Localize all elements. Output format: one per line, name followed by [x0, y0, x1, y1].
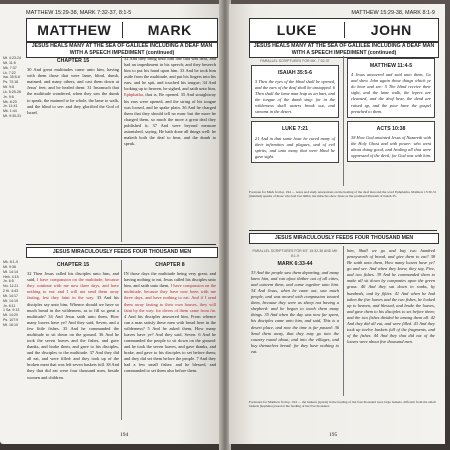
scripture-reference: MARK 6:33-44	[277, 260, 313, 267]
john-column-top	[347, 58, 435, 162]
column-headers-left	[26, 18, 218, 42]
parallel-scriptures-label: PARALLEL SCRIPTURES FOR MK. 7:32-37	[260, 59, 330, 63]
mark-8-feeding-b: 4 And his disciples answered him, From whence can a man satisfy these men with bread here in the wilderness? 5 And he asked them, How many loaves have ye? And they said, Seven. 6 And he commanded the people to sit down on the ground: and he took the seven loaves, and gave thanks, and brake, and gave to his disciples to set before them; and they did set them before the people. 7 And they had a few small fishes: and he blessed, and commanded to set them also before them.	[124, 313, 216, 374]
matthew-15-verses: 30 And great multitudes came unto him, having with them those that were lame, blind, dumb, maimed, and many others, and cast them down at Jesus' feet; and he healed them: 31 Insomuch that the multitude wondered, when they saw the dumb to speak, the maimed to be whole, the lame to walk, and the blind to see: and they glorified the God of Israel.	[27, 67, 119, 115]
luke-column-bottom	[251, 248, 339, 355]
words-of-jesus: I have compassion on the multitude, because they have now been with me three days, and have nothing to eat: And if I send them away fasting to their own houses, they will faint by the way: for divers of them came from far.	[124, 283, 216, 313]
section-title-feeding: JESUS MIRACULOUSLY FEEDS FOUR THOUSAND MEN	[26, 247, 218, 258]
section-divider	[26, 244, 216, 245]
section-title-healing: JESUS HEALS MANY AT THE SEA OF GALILEE INCLUDING A DEAF MAN WITH A SPEECH IMPEDIMENT (continued)	[26, 42, 218, 58]
scripture-reference: MATTHEW 11:4-5	[369, 63, 413, 69]
page-number-left: 194	[120, 432, 129, 438]
luke-box	[251, 121, 339, 162]
column-divider-bottom	[121, 260, 122, 420]
mark-column-top	[124, 56, 216, 147]
isaiah-box	[251, 65, 339, 119]
section-title-healing: JESUS HEALS MANY AT THE SEA OF GALILEE INCLUDING A DEAF MAN WITH A SPEECH IMPEDIMENT (continued)	[249, 42, 439, 58]
column-header-matthew: MATTHEW	[37, 22, 112, 38]
column-header-luke: LUKE	[276, 22, 317, 38]
acts-text: 38 How God anointed Jesus of Nazareth with the Holy Ghost and with power: who went about doing good, and healing all that were oppressed of the devil; for God was with him.	[351, 134, 431, 159]
mark-column-bottom	[124, 260, 216, 375]
chapter-heading: CHAPTER 8	[155, 262, 185, 268]
mark-7-verses-a: 32 And they bring unto him one that was deaf, and had an impediment in his speech; and they beseech him to put his hand upon him. 33 And he took him aside from the multitude, and put his fingers into his ears, and he spit, and touched his tongue; 34 And looking up to heaven, he sighed, and saith unto him,	[124, 56, 216, 92]
matthew-15-feeding-b: 33 And his disciples say unto him, Whence should we have so much bread in the wilderness, as to fill so great a multitude? 34 And Jesus saith unto them, How many loaves have ye? And they said, Seven, and a few little fishes. 35 And he commanded the multitude to sit down on the ground. 36 And he took the seven loaves and the fishes, and gave thanks, and brake them, and gave to his disciples, and the disciples to the multitude. 37 And they did all eat, and were filled: and they took up of the broken meat that was left seven baskets full. 38 And they that did eat were four thousand men, beside women and children.	[27, 295, 120, 380]
scripture-reference: LUKE 7:21	[282, 126, 308, 133]
luke-column-top	[251, 58, 339, 163]
matthew-box	[347, 58, 435, 118]
parallel-scriptures-label: PARALLEL SCRIPTURES FOR MT. 15:32-38 AND MK 8:1-9	[252, 249, 338, 258]
scripture-reference: ACTS 10:38	[376, 125, 406, 132]
column-header-mark: MARK	[122, 22, 218, 38]
john-column-bottom: him, Shall we go and buy two hundred pennyworth of bread, and give them to eat? 38 He saith unto them, How many loaves have ye? go and see. And when they knew, they say, Five, and two fishes. 39 And he commanded them to make all sit down by companies upon the green grass. 40 And they sat down in ranks, by hundreds, and by fifties. 41 And when he had taken the five loaves and the two fishes, he looked up to heaven, and blessed, and brake the loaves, and gave them to his disciples to set before them; and the two fishes divided he among them all. 42 And they did all eat, and were filled. 43 And they took up twelve baskets full of the fragments, and of the fishes. 44 And they that did eat of the loaves were about five thousand men.	[347, 248, 435, 345]
running-head-left: MATTHEW 15:29-38, MARK 7:32-37, 8:1-5	[26, 10, 132, 16]
words-of-jesus: I have compassion on the multitude, because they continue with me now three days, and have nothing to eat: and I will not send them away fasting, lest they faint in the way.	[27, 277, 119, 301]
column-headers-right	[249, 18, 439, 42]
chapter-heading: CHAPTER 15	[56, 262, 90, 268]
column-divider-bottom	[343, 246, 344, 396]
mark-7-verses-b: that is, Be opened. 35 And straightway his ears were opened, and the string of his tongue was loosed, and he spake plain. 36 And he charged them that they should tell no man: but the more he charged them, so much the more a great deal they published it; 37 And were beyond measure astonished, saying, He hath done all things well: he maketh both the deaf to hear, and the dumb to speak.	[124, 92, 216, 147]
section-title-feeding: JESUS MIRACULOUSLY FEEDS FOUR THOUSAND MEN	[249, 233, 439, 244]
words-of-jesus: Ephphatha,	[124, 92, 144, 98]
margin-cross-references-bottom: Mk. 8:1-9 Mt. 9:36 Mt. 14:14 Heb. 4:15 Jn. 6:5 Nu. 11:21 2 Ki. 4:43 Mt. 14:17 Mt. 14:19 Jn. 6:11 1 Sa. 9:13 Mt. 14:20 Ps. 107:9 Mt. 16:10	[3, 260, 20, 327]
luke-text: 21 And in that same hour he cured many of their infirmities and plagues, and of evil spirits; and unto many that were blind he gave sight.	[255, 135, 335, 159]
left-page	[0, 4, 221, 444]
column-divider-top	[343, 56, 344, 186]
acts-box	[347, 121, 435, 162]
mark-6-text: 33 And the people saw them departing, and many knew him, and ran afoot thither out of all cities, and outwent them, and came together unto him. 34 And Jesus, when he came out, saw much people, and was moved with compassion toward them, because they were as sheep not having a shepherd: and he began to teach them many things. 35 And when the day was now far spent, his disciples came unto him, and said, This is a desert place, and now the time is far passed: 36 Send them away, that they may go into the country round about, and into the villages, and buy themselves bread: for they have nothing to eat.	[251, 269, 339, 354]
page-number-right: 195	[329, 432, 338, 438]
chapter-heading: CHAPTER 15	[56, 58, 90, 64]
isaiah-text: 5 Then the eyes of the blind shall be opened, and the ears of the deaf shall be unstopped. 6 Then shall the lame man leap as an hart, and the tongue of the dumb sing: for in the wilderness shall waters break out, and streams in the desert.	[255, 79, 335, 115]
matthew-column-bottom	[27, 260, 119, 381]
column-divider-top	[121, 56, 122, 242]
right-page	[229, 4, 445, 444]
matthew-15-feeding-a: 32 Then Jesus called his disciples unto him, and said,	[27, 271, 119, 283]
matthew-column-top	[27, 56, 119, 116]
running-head-right: MATTHEW 15:29-38, MARK 8:1-9	[351, 10, 435, 16]
margin-cross-references-top: Mt. 4:23-24 Mt. 11:5 Mk. 7:37 Lk. 7:22 Isa. 35:5-6 Ps. 72:18 Mt. 9:8 Lk. 5:25-26 Jn. 9:6 Mk. 8:23 Jn. 11:41 Mk. 1:44 Mt. 9:30-31	[3, 56, 22, 119]
matthew-text: 4 Jesus answered and said unto them, Go and shew John again those things which ye do hear and see: 5 The blind receive their sight, and the lame walk, the lepers are cleansed, and the deaf hear, the dead are raised up, and the poor have the gospel preached to them.	[351, 72, 431, 114]
column-header-john: JOHN	[344, 22, 439, 38]
footnotes-bottom: Footnotes for Matthew from p. 194 — the baskets (spuris) in the feeding of the four thousand were large baskets, different from the small baskets (kophinos) used at the feeding of the five thousand.	[249, 400, 436, 409]
scripture-reference: ISAIAH 35:5-6	[277, 69, 313, 76]
mark-8-feeding-a: IN those days the multitude being very great, and having nothing to eat, Jesus called his disciples unto him, and saith unto them,	[124, 271, 216, 289]
footnotes-top: Footnote for Mark from p. 194 — notes and study annotations on the healing of the deaf man and the word Ephphatha. Matthew 15:30-31 (maimed) speaks of those who had lost limbs; the miracles show Jesus as the promised Messiah of Isaiah 35.	[249, 190, 437, 199]
section-divider	[249, 230, 437, 231]
